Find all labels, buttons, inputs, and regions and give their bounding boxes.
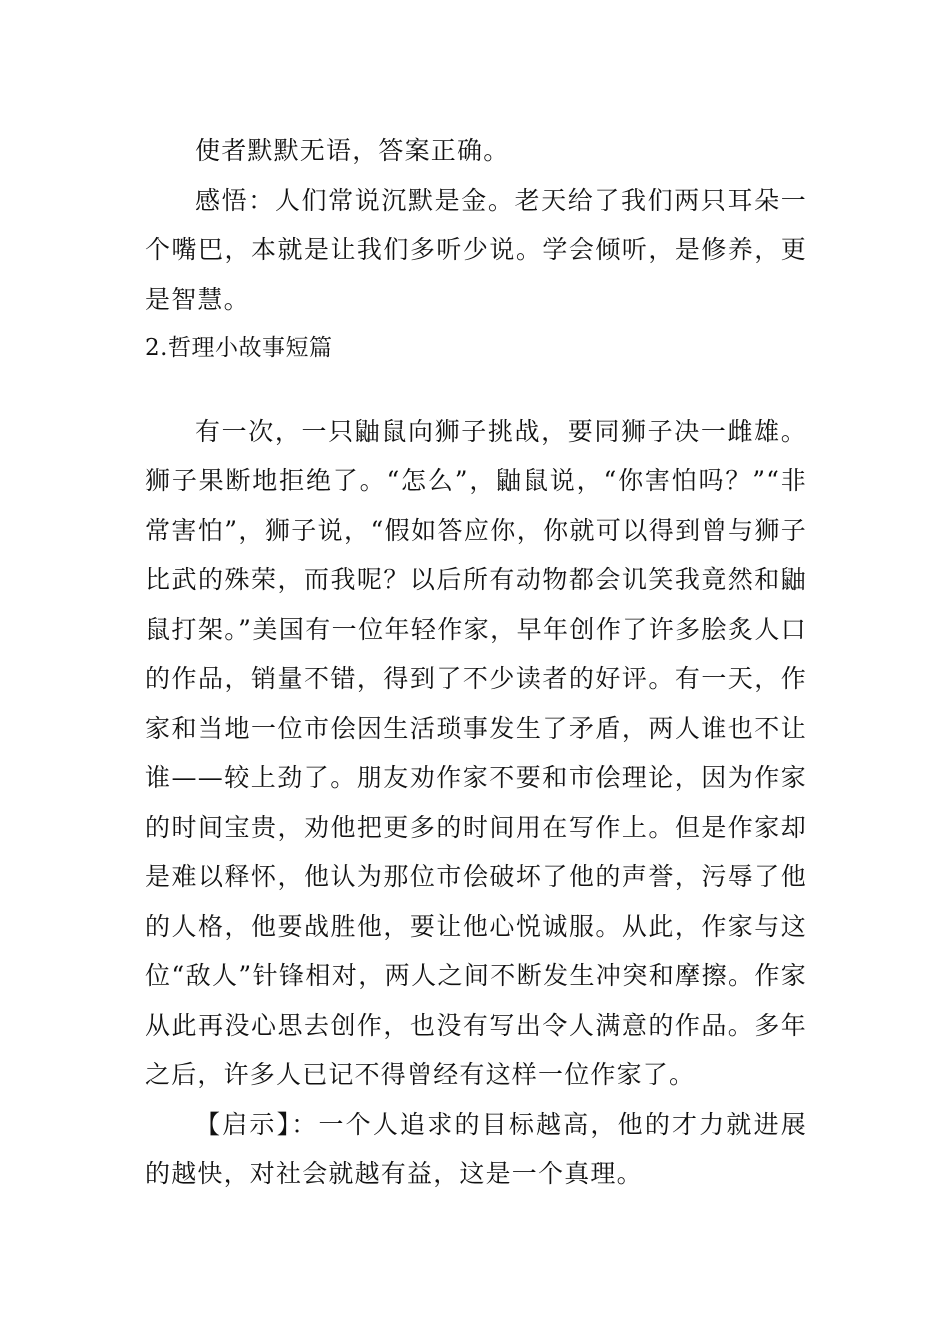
paragraph-revelation: 【启示】：一个人追求的目标越高，他的才力就进展的越快，对社会就越有益，这是一个真理。 bbox=[145, 1109, 807, 1188]
document-body bbox=[145, 126, 807, 1199]
paragraph-answer: 使者默默无语，答案正确。 bbox=[195, 136, 510, 165]
paragraph-story: 有一次，一只鼬鼠向狮子挑战，要同狮子决一雌雄。狮子果断地拒绝了。“怎么”，鼬鼠说，“你害怕吗？”“非常害怕”，狮子说，“假如答应你，你就可以得到曾与狮子比武的殊荣，而我呢？以后所有动物都会讥笑我竟然和鼬鼠打架。”美国有一位年轻作家，早年创作了许多脍炙人口的作品，销量不错，得到了不少读者的好评。有一天，作家和当地一位市侩因生活琐事发生了矛盾，两人谁也不让谁——较上劲了。朋友劝作家不要和市侩理论，因为作家的时间宝贵，劝他把更多的时间用在写作上。但是作家却是难以释怀，他认为那位市侩破坏了他的声誉，污辱了他的人格，他要战胜他，要让他心悦诚服。从此，作家与这位“敌人”针锋相对，两人之间不断发生冲突和摩擦。作家从此再没心思去创作，也没有写出令人满意的作品。多年之后，许多人已记不得曾经有这样一位作家了。 bbox=[145, 416, 807, 1089]
section-heading: 2.哲理小故事短篇 bbox=[145, 335, 333, 361]
paragraph-insight: 感悟：人们常说沉默是金。老天给了我们两只耳朵一个嘴巴，本就是让我们多听少说。学会倾听，是修养，更是智慧。 bbox=[145, 185, 807, 314]
